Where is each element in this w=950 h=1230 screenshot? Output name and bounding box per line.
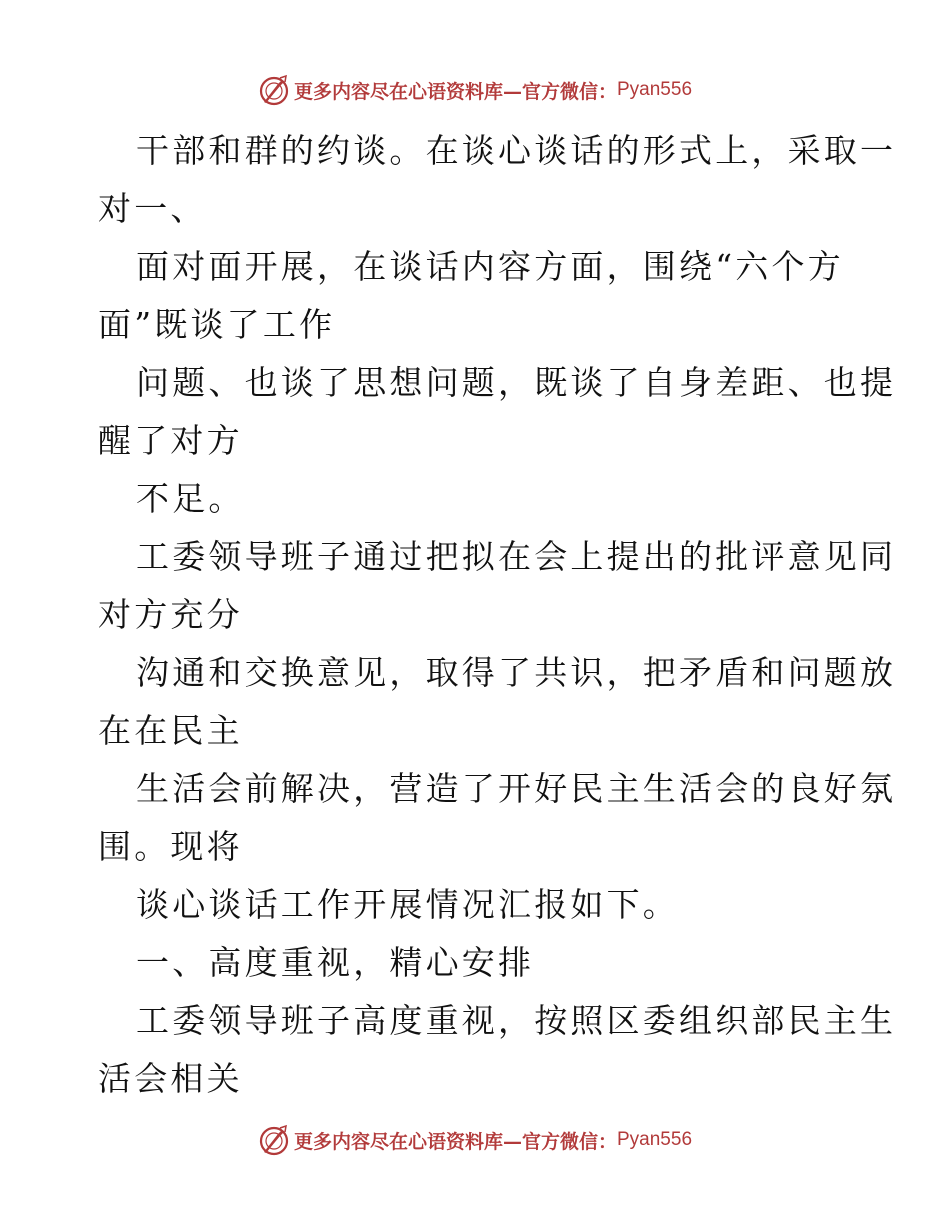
text-line: 面对面开展，在谈话内容方面，围绕“六个方 [136, 247, 844, 286]
text-line: 问题、也谈了思想问题，既谈了自身差距、也提 [136, 363, 897, 402]
banner-text: 更多内容尽在心语资料库—官方微信： [293, 1130, 617, 1153]
text-line: 生活会前解决，营造了开好民主生活会的良好氛 [136, 769, 897, 808]
banner-text: 更多内容尽在心语资料库—官方微信： [293, 80, 617, 103]
pen-logo-icon [258, 74, 290, 106]
text-line: 工委领导班子高度重视，按照区委组织部民主生 [136, 1001, 897, 1040]
header-banner [0, 70, 950, 110]
text-line: 活会相关 [98, 1059, 243, 1098]
text-line: 在在民主 [98, 711, 243, 750]
text-line: 沟通和交换意见，取得了共识，把矛盾和问题放 [136, 653, 897, 692]
text-line: 对方充分 [98, 595, 243, 634]
text-line: 工委领导班子通过把拟在会上提出的批评意见同 [136, 537, 897, 576]
text-line: 对一、 [98, 189, 207, 228]
banner-wechat-id: Pyan556 [617, 1129, 693, 1150]
text-line: 醒了对方 [98, 421, 243, 460]
text-line: 干部和群的约谈。在谈心谈话的形式上，采取一 [136, 131, 897, 170]
document-body [98, 122, 897, 1108]
section-heading: 一、高度重视，精心安排 [136, 943, 535, 982]
text-line: 面”既谈了工作 [98, 305, 336, 344]
pen-logo-icon [258, 1124, 290, 1156]
text-line: 围。现将 [98, 827, 243, 866]
footer-banner [0, 1120, 950, 1160]
text-line: 不足。 [136, 479, 245, 518]
banner-wechat-id: Pyan556 [617, 79, 693, 100]
text-line: 谈心谈话工作开展情况汇报如下。 [136, 885, 679, 924]
